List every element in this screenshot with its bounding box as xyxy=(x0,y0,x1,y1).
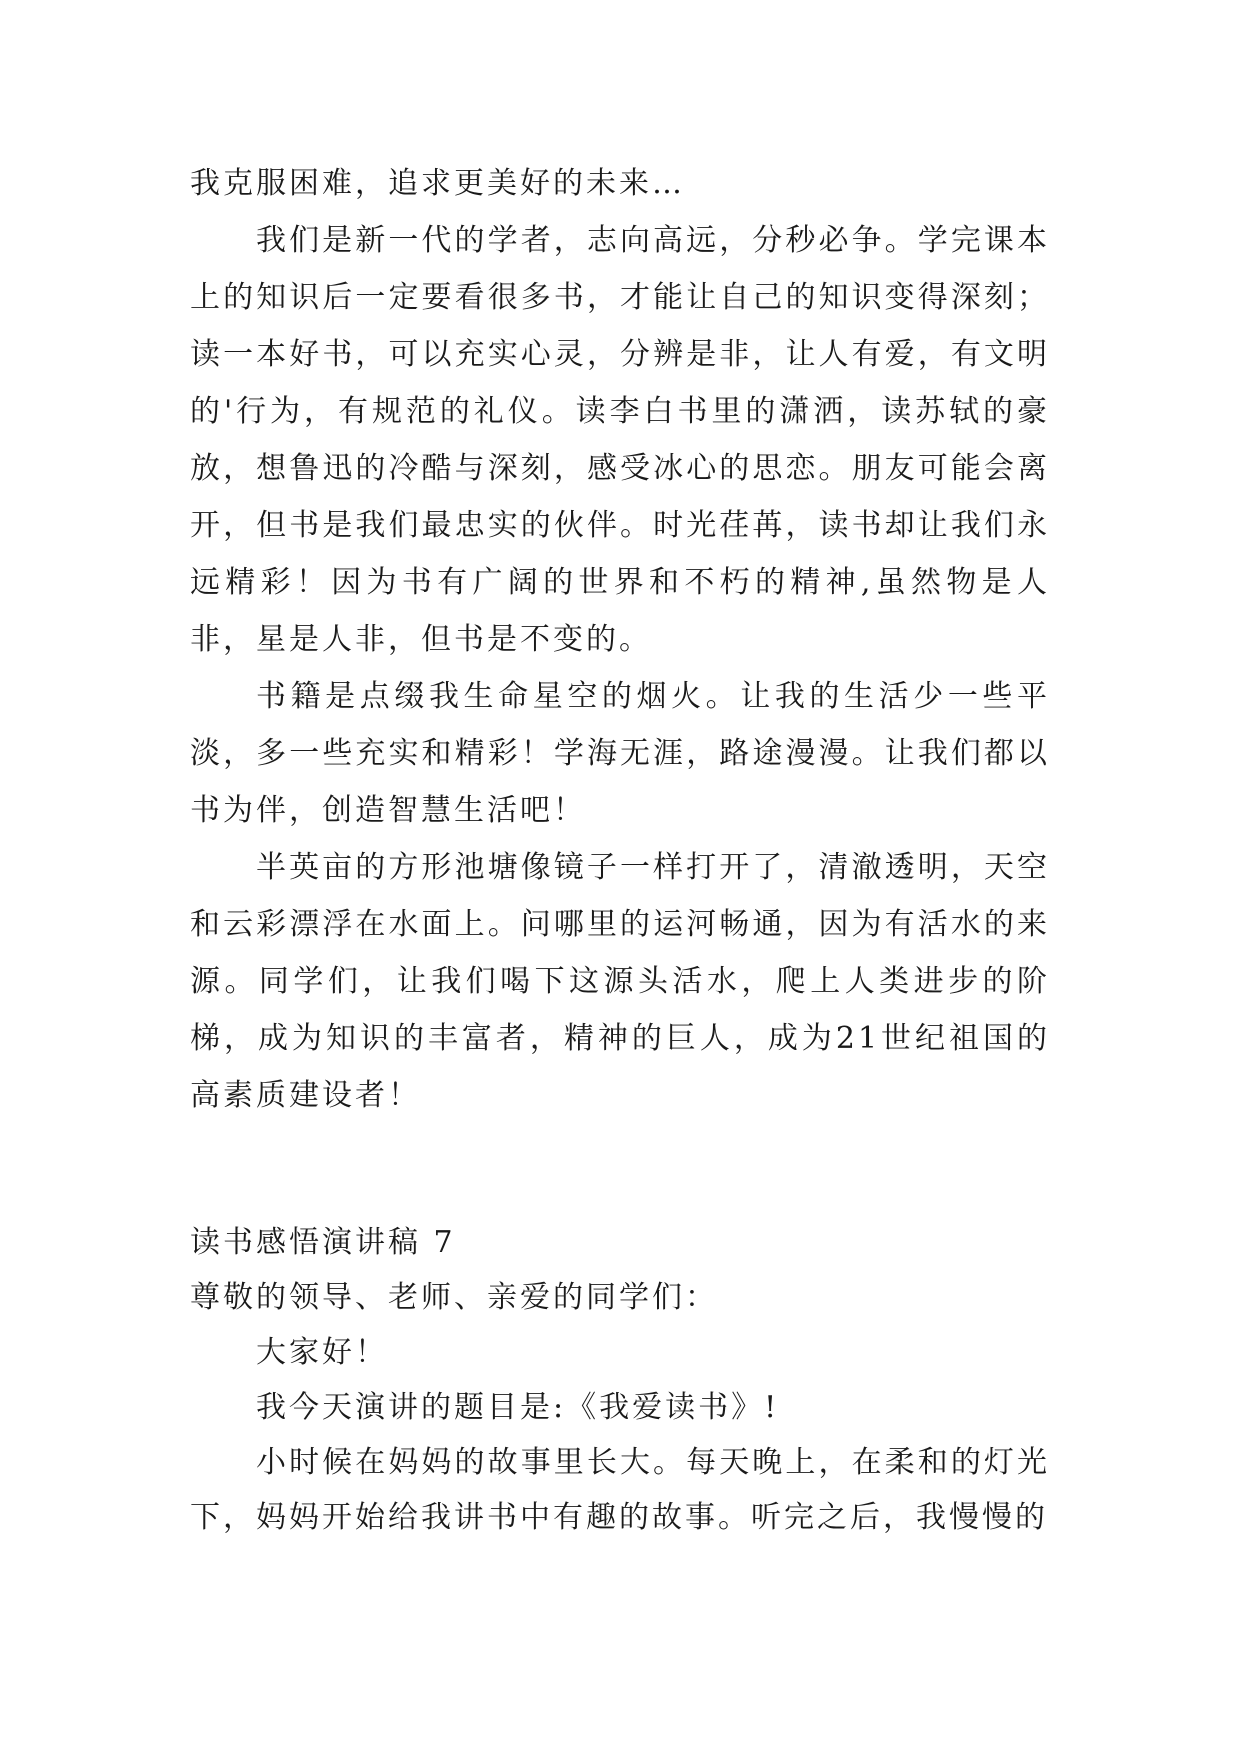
salutation: 尊敬的领导、老师、亲爱的同学们： xyxy=(190,1280,718,1315)
text-block-speech-7 xyxy=(190,1215,1050,1545)
section-title: 读书感悟演讲稿 7 xyxy=(190,1225,456,1260)
greeting: 大家好！ xyxy=(256,1335,388,1370)
paragraph-fireworks: 书籍是点缀我生命星空的烟火。让我的生活少一些平淡，多一些充实和精彩！学海无涯，路途漫漫。让我们都以书为伴，创造智慧生活吧！ xyxy=(190,679,1050,828)
paragraph-childhood: 小时候在妈妈的故事里长大。每天晚上，在柔和的灯光下，妈妈开始给我讲书中有趣的故事。听完之后，我慢慢的 xyxy=(190,1445,1050,1535)
text-block-upper xyxy=(190,155,1050,1124)
topic-line: 我今天演讲的题目是:《我爱读书》! xyxy=(256,1390,780,1425)
paragraph-scholars: 我们是新一代的学者，志向高远，分秒必争。学完课本上的知识后一定要看很多书，才能让自己的知识变得深刻；读一本好书，可以充实心灵，分辨是非，让人有爱，有文明的'行为，有规范的礼仪。读李白书里的潇洒，读苏轼的豪放，想鲁迅的冷酷与深刻，感受冰心的思恋。朋友可能会离开，但书是我们最忠实的伙伴。时光荏苒，读书却让我们永远精彩！因为书有广阔的世界和不朽的精神,虽然物是人非，星是人非，但书是不变的。 xyxy=(190,223,1050,657)
paragraph-pond: 半英亩的方形池塘像镜子一样打开了，清澈透明，天空和云彩漂浮在水面上。问哪里的运河畅通，因为有活水的来源。同学们，让我们喝下这源头活水，爬上人类进步的阶梯，成为知识的丰富者，精神的巨人，成为21世纪祖国的高素质建设者！ xyxy=(190,850,1050,1113)
paragraph-continuation: 我克服困难，追求更美好的未来… xyxy=(190,166,685,201)
